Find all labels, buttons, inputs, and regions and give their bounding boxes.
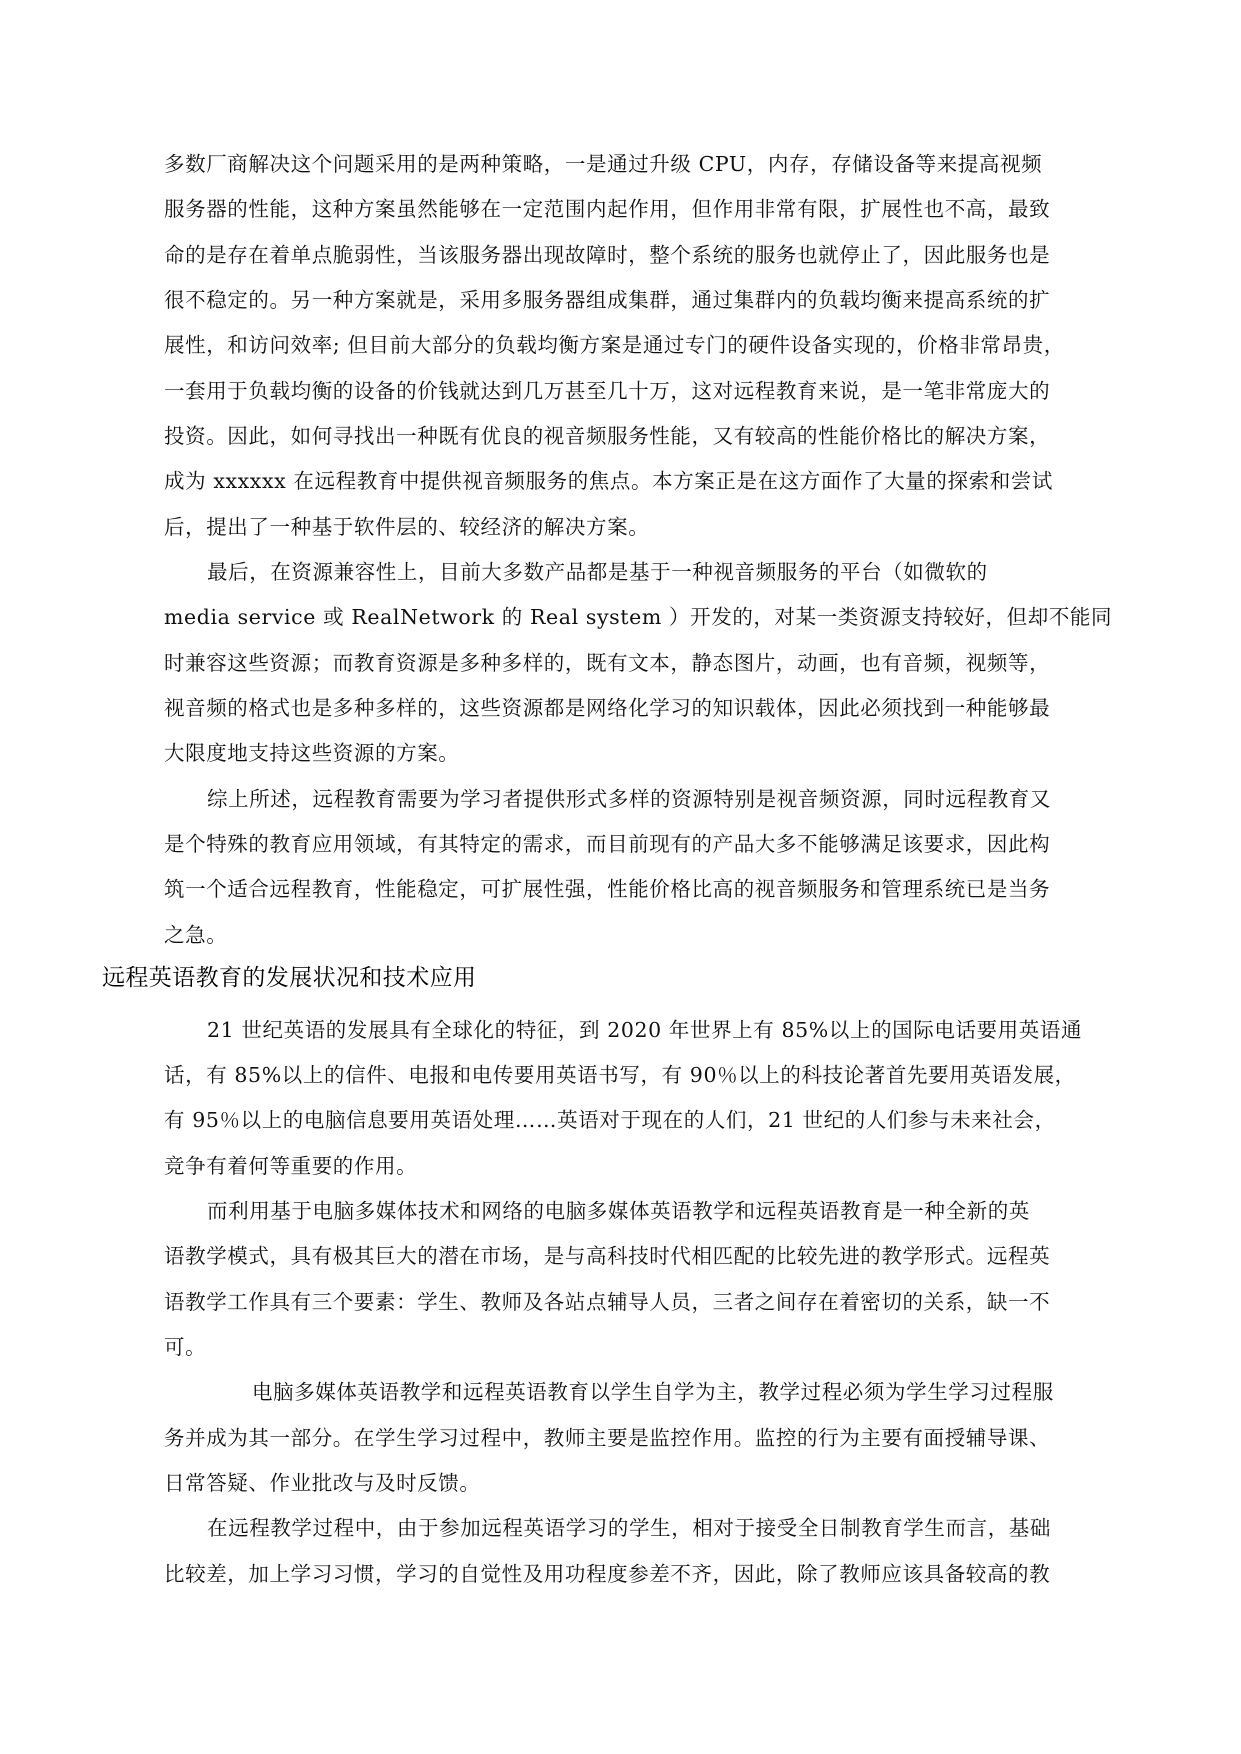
paragraph-line: 最后，在资源兼容性上，目前大多数产品都是基于一种视音频服务的平台（如微软的 (207, 560, 988, 584)
paragraph-line: 电脑多媒体英语教学和远程英语教育以学生自学为主，教学过程必须为学生学习过程服 (252, 1380, 1054, 1404)
paragraph-line: 展性，和访问效率; 但目前大部分的负载均衡方案是通过专门的硬件设备实现的，价格非常昂贵， (164, 333, 1065, 357)
paragraph-line: 21 世纪英语的发展具有全球化的特征，到 2020 年世界上有 85%以上的国际电话要用英语通 (207, 1018, 1083, 1042)
paragraph-line: 之急。 (164, 923, 228, 947)
paragraph-line: 后，提出了一种基于软件层的、较经济的解决方案。 (164, 515, 650, 539)
paragraph-line: 在远程教学过程中，由于参加远程英语学习的学生，相对于接受全日制教育学生而言，基础 (207, 1516, 1051, 1540)
paragraph-line: 视音频的格式也是多种多样的，这些资源都是网络化学习的知识载体，因此必须找到一种能够最 (164, 696, 1051, 720)
paragraph-line: 日常答疑、作业批改与及时反馈。 (164, 1471, 481, 1495)
paragraph-line: 成为 xxxxxx 在远程教育中提供视音频服务的焦点。本方案正是在这方面作了大量的探索和尝试 (164, 469, 1053, 493)
paragraph-line: 比较差，加上学习习惯，学习的自觉性及用功程度参差不齐，因此，除了教师应该具备较高的教 (164, 1562, 1051, 1586)
paragraph-line: 而利用基于电脑多媒体技术和网络的电脑多媒体英语教学和远程英语教育是一种全新的英 (207, 1199, 1030, 1223)
paragraph-line: 语教学工作具有三个要素：学生、教师及各站点辅导人员，三者之间存在着密切的关系，缺一不 (164, 1290, 1051, 1314)
paragraph-line: media service 或 RealNetwork 的 Real system ）开发的，对某一类资源支持较好，但却不能同 (164, 605, 1113, 629)
paragraph-line: 很不稳定的。另一种方案就是，采用多服务器组成集群，通过集群内的负载均衡来提高系统的扩 (164, 288, 1051, 312)
paragraph-line: 服务器的性能，这种方案虽然能够在一定范围内起作用，但作用非常有限，扩展性也不高，最致 (164, 197, 1051, 221)
paragraph-line: 语教学模式，具有极其巨大的潜在市场，是与高科技时代相匹配的比较先进的教学形式。远程英 (164, 1244, 1051, 1268)
paragraph-line: 一套用于负载均衡的设备的价钱就达到几万甚至几十万，这对远程教育来说，是一笔非常庞大的 (164, 379, 1051, 403)
paragraph-line: 务并成为其一部分。在学生学习过程中，教师主要是监控作用。监控的行为主要有面授辅导课、 (164, 1426, 1051, 1450)
paragraph-line: 有 95％以上的电脑信息要用英语处理……英语对于现在的人们，21 世纪的人们参与未来社会， (164, 1108, 1056, 1132)
paragraph-line: 竞争有着何等重要的作用。 (164, 1154, 418, 1178)
paragraph-line: 可。 (164, 1335, 207, 1359)
paragraph-line: 大限度地支持这些资源的方案。 (164, 741, 460, 765)
paragraph-line: 时兼容这些资源；而教育资源是多种多样的，既有文本，静态图片，动画，也有音频，视频等， (164, 651, 1051, 675)
paragraph-line: 话，有 85%以上的信件、电报和电传要用英语书写，有 90％以上的科技论著首先要用英语发展， (164, 1063, 1076, 1087)
paragraph-line: 综上所述，远程教育需要为学习者提供形式多样的资源特别是视音频资源，同时远程教育又 (207, 787, 1051, 811)
paragraph-line: 是个特殊的教育应用领域，有其特定的需求，而目前现有的产品大多不能够满足该要求，因此构 (164, 832, 1051, 856)
paragraph-line: 筑一个适合远程教育，性能稳定，可扩展性强，性能价格比高的视音频服务和管理系统已是当务 (164, 877, 1051, 901)
paragraph-line: 投资。因此，如何寻找出一种既有优良的视音频服务性能，又有较高的性能价格比的解决方案， (164, 424, 1051, 448)
paragraph-line: 命的是存在着单点脆弱性，当该服务器出现故障时，整个系统的服务也就停止了，因此服务也是 (164, 243, 1051, 267)
section-heading: 远程英语教育的发展状况和技术应用 (102, 965, 477, 991)
paragraph-line: 多数厂商解决这个问题采用的是两种策略，一是通过升级 CPU，内存，存储设备等来提高视频 (164, 152, 1043, 176)
